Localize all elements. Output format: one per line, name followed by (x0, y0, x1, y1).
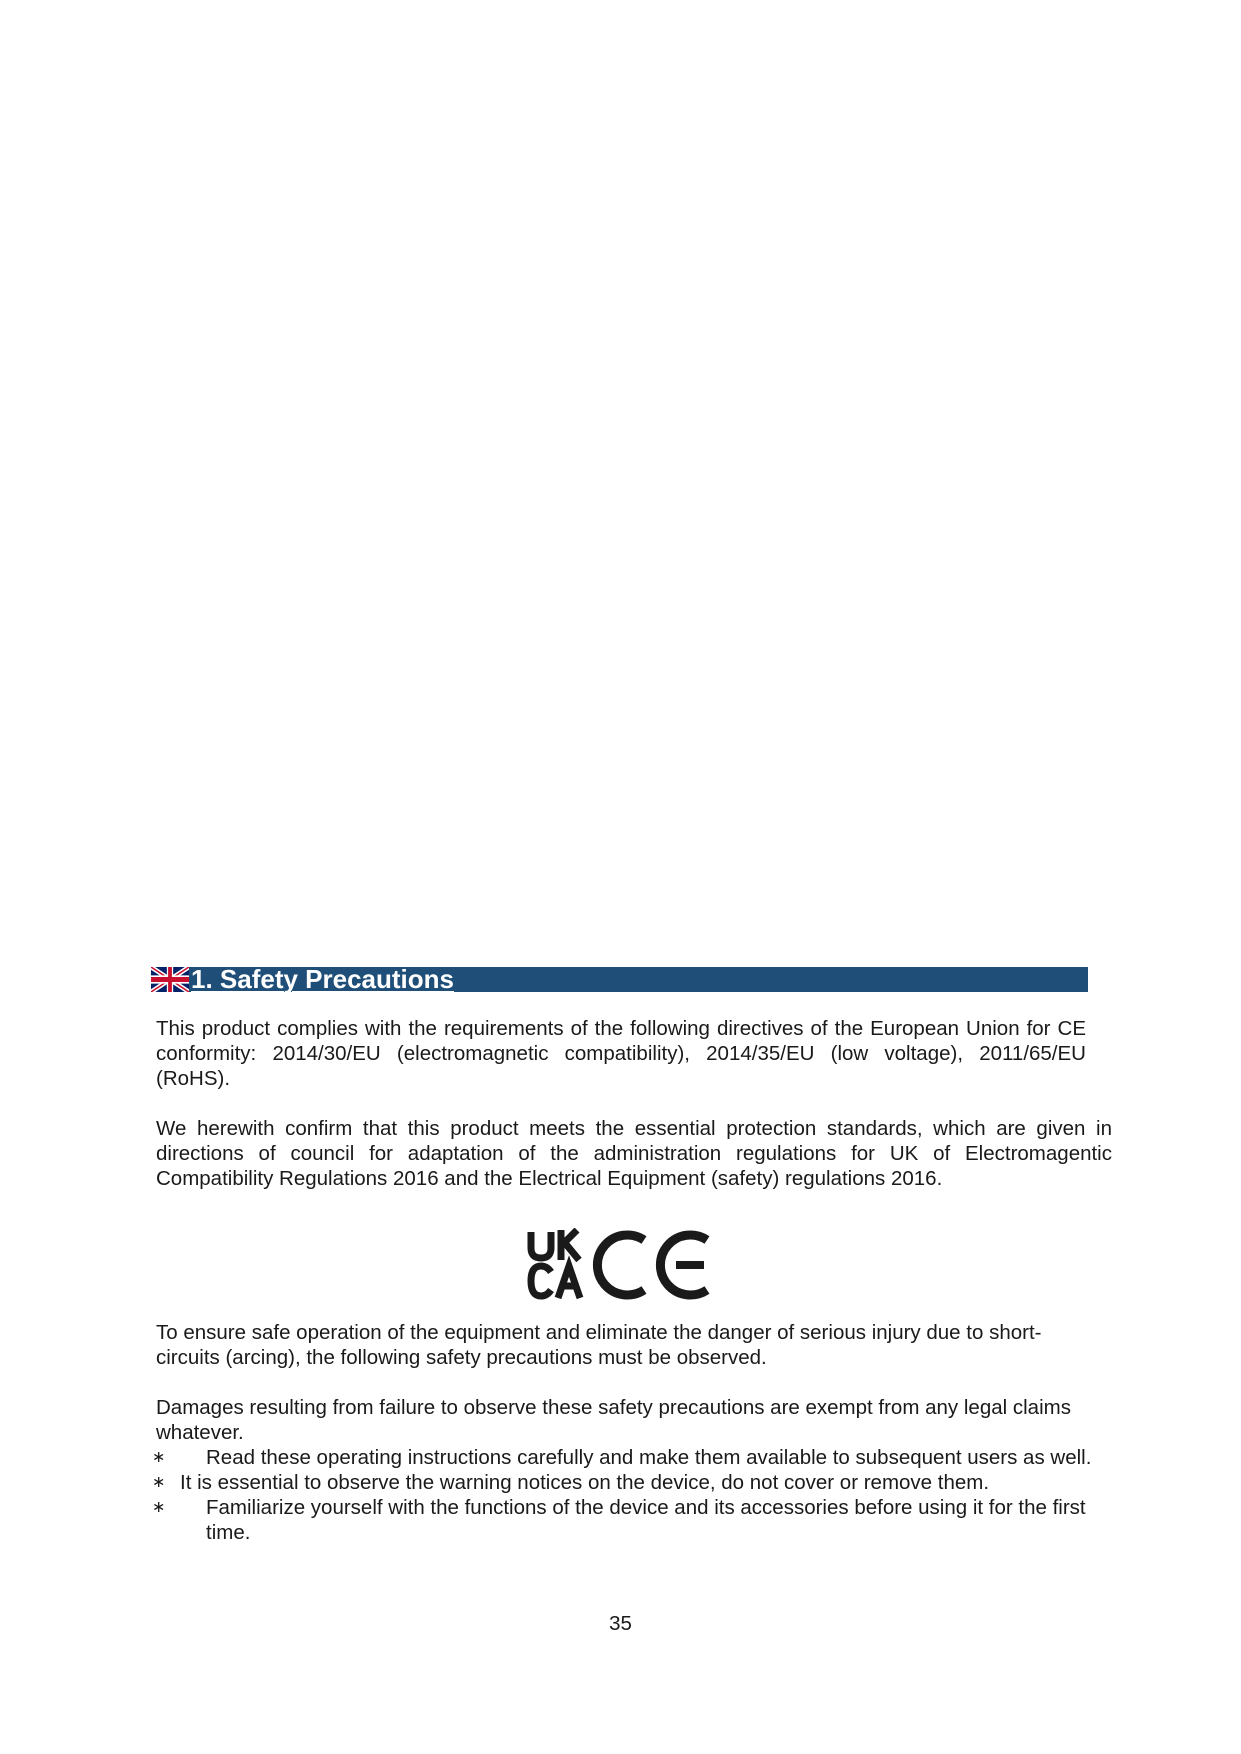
safe-operation-paragraph: To ensure safe operation of the equipment and eliminate the danger of serious injury due to short-circuits (arcing), the following safety precautions must be observed. (156, 1321, 1042, 1369)
ce-mark (597, 1235, 707, 1295)
bullet-asterisk-icon: ∗ (152, 1449, 166, 1466)
list-item-text: Familiarize yourself with the functions of the device and its accessories before using it for the first time. (206, 1496, 1086, 1544)
list-item (152, 1445, 1092, 1470)
list-item (152, 1470, 1092, 1495)
ukca-mark (531, 1230, 580, 1298)
uk-flag-icon (151, 967, 189, 992)
section-header (151, 964, 1088, 994)
list-item-text: It is essential to observe the warning notices on the device, do not cover or remove them. (180, 1471, 990, 1494)
bullet-asterisk-icon: ∗ (152, 1474, 166, 1491)
ukca-ce-marks (527, 1228, 712, 1300)
bullet-asterisk-icon: ∗ (152, 1499, 166, 1516)
ce-conformity-paragraph: This product complies with the requirements of the following directives of the European Union for CE conformity: 2014/30/EU (electromagnetic compatibility), 2014/35/EU (low voltage), 2011/65/EU (RoHS). (156, 1017, 1086, 1090)
ukca-conformity-paragraph: We herewith confirm that this product meets the essential protection standards, which are given in directions of council for adaptation of the administration regulations for UK of Electromagentic Compatibility Regulations 2016 and the Electrical Equipment (safety) regulations 2016. (156, 1117, 1112, 1190)
list-item (152, 1495, 1092, 1545)
page-number: 35 (609, 1612, 632, 1635)
damages-paragraph: Damages resulting from failure to observe these safety precautions are exempt from any legal claims whatever. (156, 1396, 1071, 1444)
bullet-list (152, 1445, 1092, 1545)
list-item-text: Read these operating instructions carefully and make them available to subsequent users as well. (206, 1446, 1092, 1469)
section-title: 1. Safety Precautions (191, 964, 454, 994)
